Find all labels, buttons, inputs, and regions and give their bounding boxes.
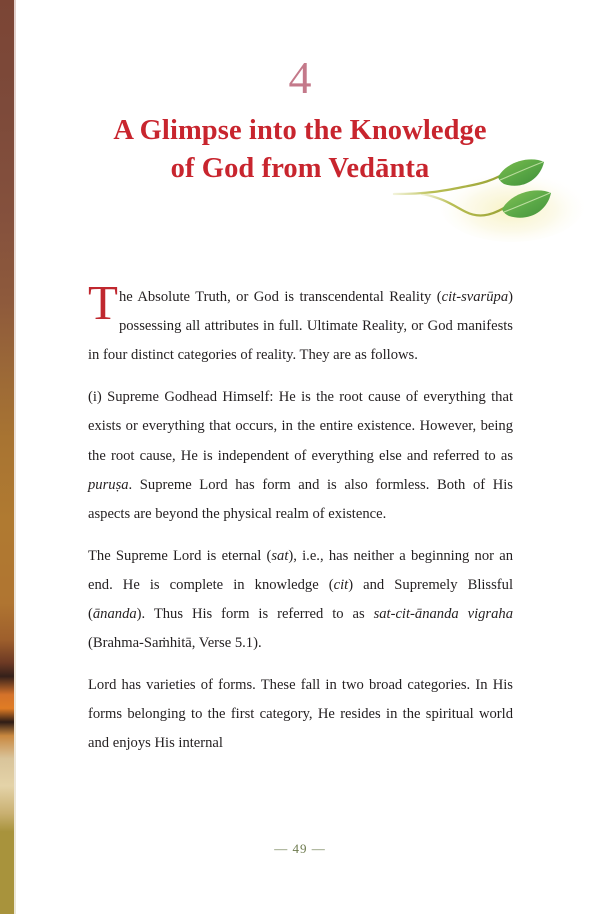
body-text-column xyxy=(88,275,514,759)
decorative-spine-strip xyxy=(0,0,14,914)
paragraph-2 xyxy=(88,383,513,529)
vine-stem-lower xyxy=(422,194,504,215)
paragraph-1 xyxy=(88,275,513,371)
leaf-lower xyxy=(502,190,551,217)
spine-edge-highlight xyxy=(14,0,16,914)
paragraph-1-text: he Absolute Truth, or God is transcendental Reality (cit-svarūpa) possessing all attributes in full. Ultimate Reality, or God manifests in four distinct categories of reality. They are as follows. xyxy=(88,289,513,364)
paragraph-3-text: The Supreme Lord is eternal (sat), i.e., has neither a beginning nor an end. He is complete in knowledge (cit) and Supremely Blissful (ānanda). Thus His form is referred to as sat-cit-ānanda vigraha (Brahma-Saṁhitā, Verse 5.1). xyxy=(88,547,514,652)
page-title xyxy=(60,112,540,188)
paragraph-2-text: (i) Supreme Godhead Himself: He is the root cause of everything that exists or everything that occurs, in the entire existence. However, being the root cause, He is independent of everything else and referred to as puruṣa. Supreme Lord has form and is also formless. Both of His aspects are beyond the physical realm of existence. xyxy=(88,389,513,522)
paragraph-4 xyxy=(88,671,513,759)
paragraph-4-text: Lord has varieties of forms. These fall in two broad categories. In His forms belonging to the first category, He resides in the spiritual world and enjoys His internal xyxy=(88,676,513,752)
paragraph-3 xyxy=(88,542,513,659)
drop-cap-letter: T xyxy=(88,275,118,330)
chapter-number: 4 xyxy=(288,52,312,103)
page-number-footer: — 49 — xyxy=(274,841,326,856)
page-title-line-1: A Glimpse into the Knowledge xyxy=(113,115,487,146)
page-title-line-2: of God from Vedānta xyxy=(170,152,430,184)
